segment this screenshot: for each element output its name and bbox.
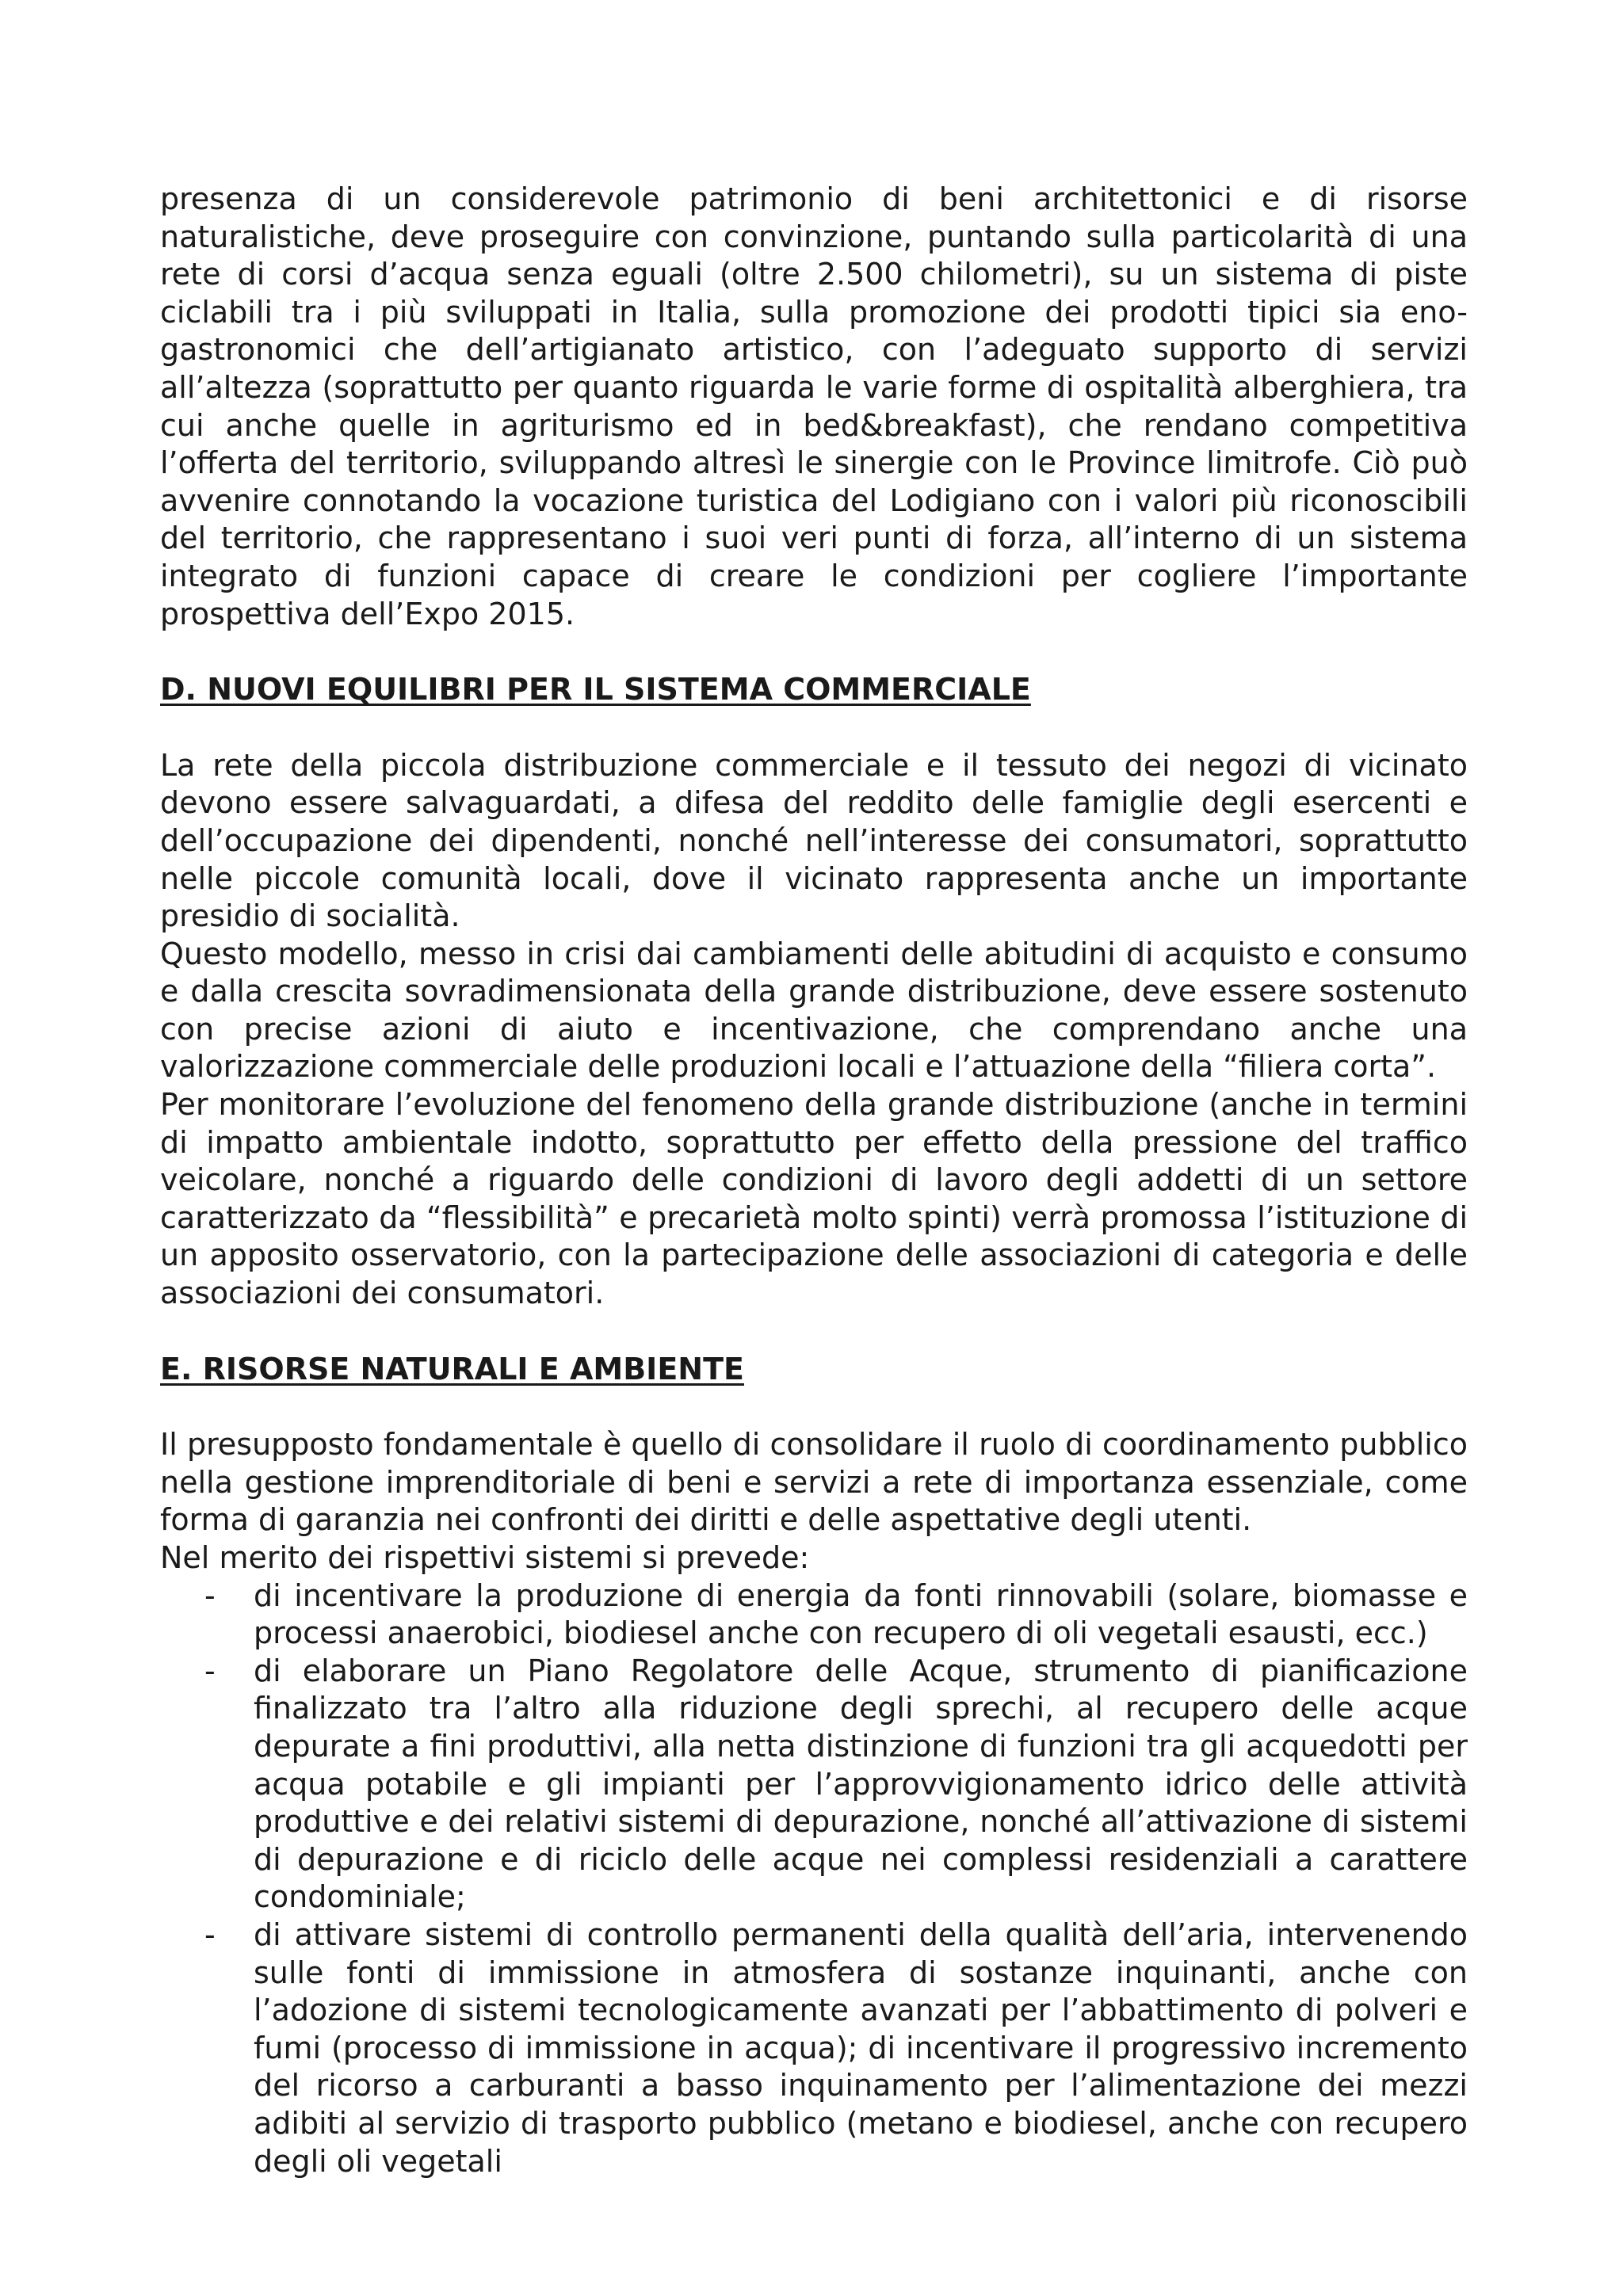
list-item-text: di elaborare un Piano Regolatore delle Acque, strumento di pianificazione finalizzato tra l’altro alla riduzione degli sprechi, al recupero delle acque depurate a fini produttivi, alla netta distinzione di funzioni tra gli acquedotti per acqua potabile e gli impianti per l’approvvigionamento idrico delle attività produttive e dei relativi sistemi di depurazione, nonché all’attivazione di sistemi di depurazione e di riciclo delle acque nei complessi residenziali a carattere condominiale; xyxy=(254,1653,1468,1915)
bullet-dash: - xyxy=(204,1653,216,1688)
section-e-paragraph-1: Il presupposto fondamentale è quello di consolidare il ruolo di coordinamento pubblico nella gestione imprenditoriale di beni e servizi a rete di importanza essenziale, come forma di garanzia nei confronti dei diritti e delle aspettative degli utenti. xyxy=(160,1427,1468,1538)
list-item xyxy=(160,1653,1468,1917)
list-item xyxy=(160,1917,1468,2180)
spacer xyxy=(160,709,1468,747)
spacer xyxy=(160,1313,1468,1351)
spacer xyxy=(160,633,1468,671)
document-page xyxy=(160,181,1468,2180)
section-d-paragraph-1: La rete della piccola distribuzione commerciale e il tessuto dei negozi di vicinato devono essere salvaguardati, a difesa del reddito delle famiglie degli esercenti e dell’occupazione dei dipendenti, nonché nell’interesse dei consumatori, soprattutto nelle piccole comunità locali, dove il vicinato rappresenta anche un importante presidio di socialità. xyxy=(160,747,1468,934)
bullet-dash: - xyxy=(204,1917,216,1952)
section-e-paragraph-2: Nel merito dei rispettivi sistemi si prevede: xyxy=(160,1540,810,1575)
section-e-heading: E. RISORSE NATURALI E AMBIENTE xyxy=(160,1351,744,1386)
intro-paragraph: presenza di un considerevole patrimonio di beni architettonici e di risorse naturalistiche, deve proseguire con convinzione, puntando sulla particolarità di una rete di corsi d’acqua senza eguali (oltre 2.500 chilometri), su un sistema di piste ciclabili tra i più sviluppati in Italia, sulla promozione dei prodotti tipici sia eno-gastronomici che dell’artigianato artistico, con l’adeguato supporto di servizi all’altezza (soprattutto per quanto riguarda le varie forme di ospitalità alberghiera, tra cui anche quelle in agriturismo ed in bed&breakfast), che rendano competitiva l’offerta del territorio, sviluppando altresì le sinergie con le Province limitrofe. Ciò può avvenire connotando la vocazione turistica del Lodigiano con i valori più riconoscibili del territorio, che rappresentano i suoi veri punti di forza, all’interno di un sistema integrato di funzioni capace di creare le condizioni per cogliere l’importante prospettiva dell’Expo 2015. xyxy=(160,181,1468,631)
list-item xyxy=(160,1577,1468,1653)
list-item-text: di incentivare la produzione di energia da fonti rinnovabili (solare, biomasse e processi anaerobici, biodiesel anche con recupero di oli vegetali esausti, ecc.) xyxy=(254,1577,1468,1651)
bullet-dash: - xyxy=(204,1577,216,1613)
spacer xyxy=(160,1388,1468,1426)
section-d-paragraph-3: Per monitorare l’evoluzione del fenomeno della grande distribuzione (anche in termini di impatto ambientale indotto, soprattutto per effetto della pressione del traffico veicolare, nonché a riguardo delle condizioni di lavoro degli addetti di un settore caratterizzato da “flessibilità” e precarietà molto spinti) verrà promossa l’istituzione di un apposito osservatorio, con la partecipazione delle associazioni di categoria e delle associazioni dei consumatori. xyxy=(160,1087,1468,1311)
section-e-bullet-list xyxy=(160,1577,1468,2181)
section-d-paragraph-2: Questo modello, messo in crisi dai cambiamenti delle abitudini di acquisto e consumo e dalla crescita sovradimensionata della grande distribuzione, deve essere sostenuto con precise azioni di aiuto e incentivazione, che comprendano anche una valorizzazione commerciale delle produzioni locali e l’attuazione della “filiera corta”. xyxy=(160,936,1468,1085)
section-d-heading: D. NUOVI EQUILIBRI PER IL SISTEMA COMMERCIALE xyxy=(160,672,1031,707)
list-item-text: di attivare sistemi di controllo permanenti della qualità dell’aria, intervenendo sulle fonti di immissione in atmosfera di sostanze inquinanti, anche con l’adozione di sistemi tecnologicamente avanzati per l’abbattimento di polveri e fumi (processo di immissione in acqua); di incentivare il progressivo incremento del ricorso a carburanti a basso inquinamento per l’alimentazione dei mezzi adibiti al servizio di trasporto pubblico (metano e biodiesel, anche con recupero degli oli vegetali xyxy=(254,1917,1468,2179)
